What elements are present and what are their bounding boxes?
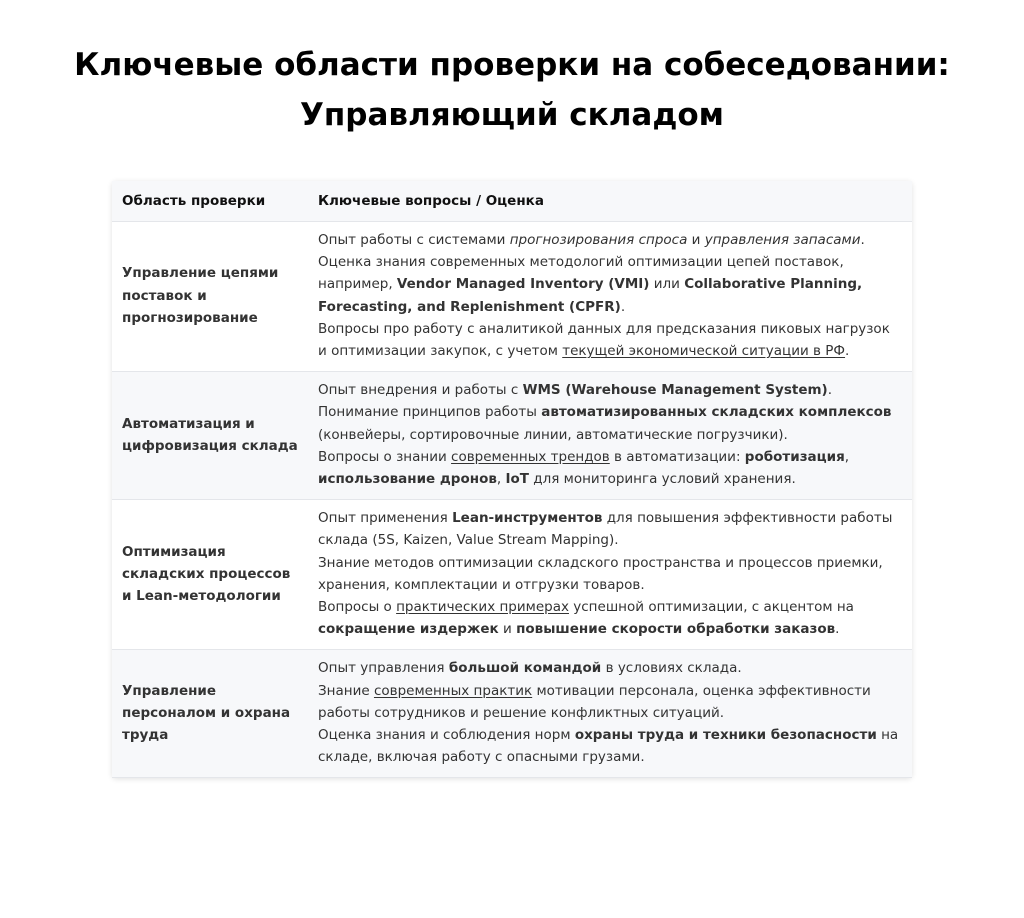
page-title-line-2: Управляющий складом <box>299 97 724 133</box>
bold-text: повышение скорости обработки заказов <box>516 621 836 638</box>
row-description-personnel <box>308 650 912 778</box>
description-line: Опыт работы с системами прогнозирования спроса и управления запасами. <box>318 232 865 248</box>
description-line: Опыт управления большой командой в условиях склада. <box>318 660 742 677</box>
description-line: Вопросы про работу с аналитикой данных для предсказания пиковых нагрузок и оптимизации закупок, с учетом текущей экономической ситуации в РФ. <box>318 320 890 360</box>
underlined-text: современных трендов <box>451 448 610 465</box>
description-line: Знание методов оптимизации складского пространства и процессов приемки, хранения, комплектации и отгрузки товаров. <box>318 554 883 593</box>
description-line: Оценка знания и соблюдения норм охраны труда и техники безопасности на складе, включая работу с опасными грузами. <box>318 727 899 766</box>
underlined-text: практических примерах <box>396 599 569 616</box>
bold-text: роботизация <box>744 448 845 465</box>
bold-text: сокращение издержек <box>318 621 499 638</box>
column-header-area: Область проверки <box>112 181 308 222</box>
description-line: Оценка знания современных методологий оптимизации цепей поставок, например, Vendor Managed Inventory (VMI) или Collaborative Planning, Forecasting, and Replenishment (CPFR). <box>318 254 863 315</box>
description-line: Вопросы о практических примерах успешной оптимизации, с акцентом на сокращение издержек и повышение скорости обработки заказов. <box>318 599 854 638</box>
description-line: Понимание принципов работы автоматизированных складских комплексов (конвейеры, сортировочные линии, автоматические погрузчики). <box>318 404 892 443</box>
description-line: Вопросы о знании современных трендов в автоматизации: роботизация, использование дронов, IoT для мониторинга условий хранения. <box>318 448 850 488</box>
assessment-table <box>112 181 912 778</box>
table-row <box>112 372 912 500</box>
table-row <box>112 650 912 778</box>
table-row <box>112 222 912 372</box>
description-line: Опыт применения Lean-инструментов для повышения эффективности работы склада (5S, Kaizen, Value Stream Mapping). <box>318 510 893 549</box>
page-title <box>0 40 1024 140</box>
emphasis-text: прогнозирования спроса <box>509 232 688 248</box>
bold-text: охраны труда и техники безопасности <box>574 727 877 744</box>
column-header-questions: Ключевые вопросы / Оценка <box>308 181 912 222</box>
underlined-text: текущей экономической ситуации в РФ <box>562 343 846 360</box>
emphasis-text: управления запасами <box>704 232 861 248</box>
row-description-lean <box>308 500 912 650</box>
table-row <box>112 500 912 650</box>
row-description-supply-chain <box>308 222 912 372</box>
bold-text: WMS (Warehouse Management System) <box>522 382 828 399</box>
underlined-text: современных практик <box>373 682 533 699</box>
bold-text: большой командой <box>448 660 602 677</box>
bold-text: Vendor Managed Inventory (VMI) <box>396 276 650 293</box>
row-area-personnel: Управление персоналом и охрана труда <box>112 650 308 778</box>
bold-text: использование дронов <box>318 471 497 488</box>
bold-text: Lean-инструментов <box>452 510 603 527</box>
description-line: Знание современных практик мотивации персонала, оценка эффективности работы сотрудников и решение конфликтных ситуаций. <box>318 682 871 721</box>
table-header-row <box>112 181 912 222</box>
description-line: Опыт внедрения и работы с WMS (Warehouse Management System). <box>318 382 833 399</box>
assessment-table-container <box>112 181 912 778</box>
row-description-automation <box>308 372 912 500</box>
page-title-line-1: Ключевые области проверки на собеседовании: <box>74 47 950 83</box>
row-area-supply-chain: Управление цепями поставок и прогнозирование <box>112 222 308 372</box>
row-area-automation: Автоматизация и цифровизация склада <box>112 372 308 500</box>
bold-text: Collaborative Planning, Forecasting, and Replenishment (CPFR) <box>318 276 863 315</box>
row-area-lean: Оптимизация складских процессов и Lean-методологии <box>112 500 308 650</box>
bold-text: IoT <box>505 471 529 488</box>
bold-text: автоматизированных складских комплексов <box>541 404 892 421</box>
